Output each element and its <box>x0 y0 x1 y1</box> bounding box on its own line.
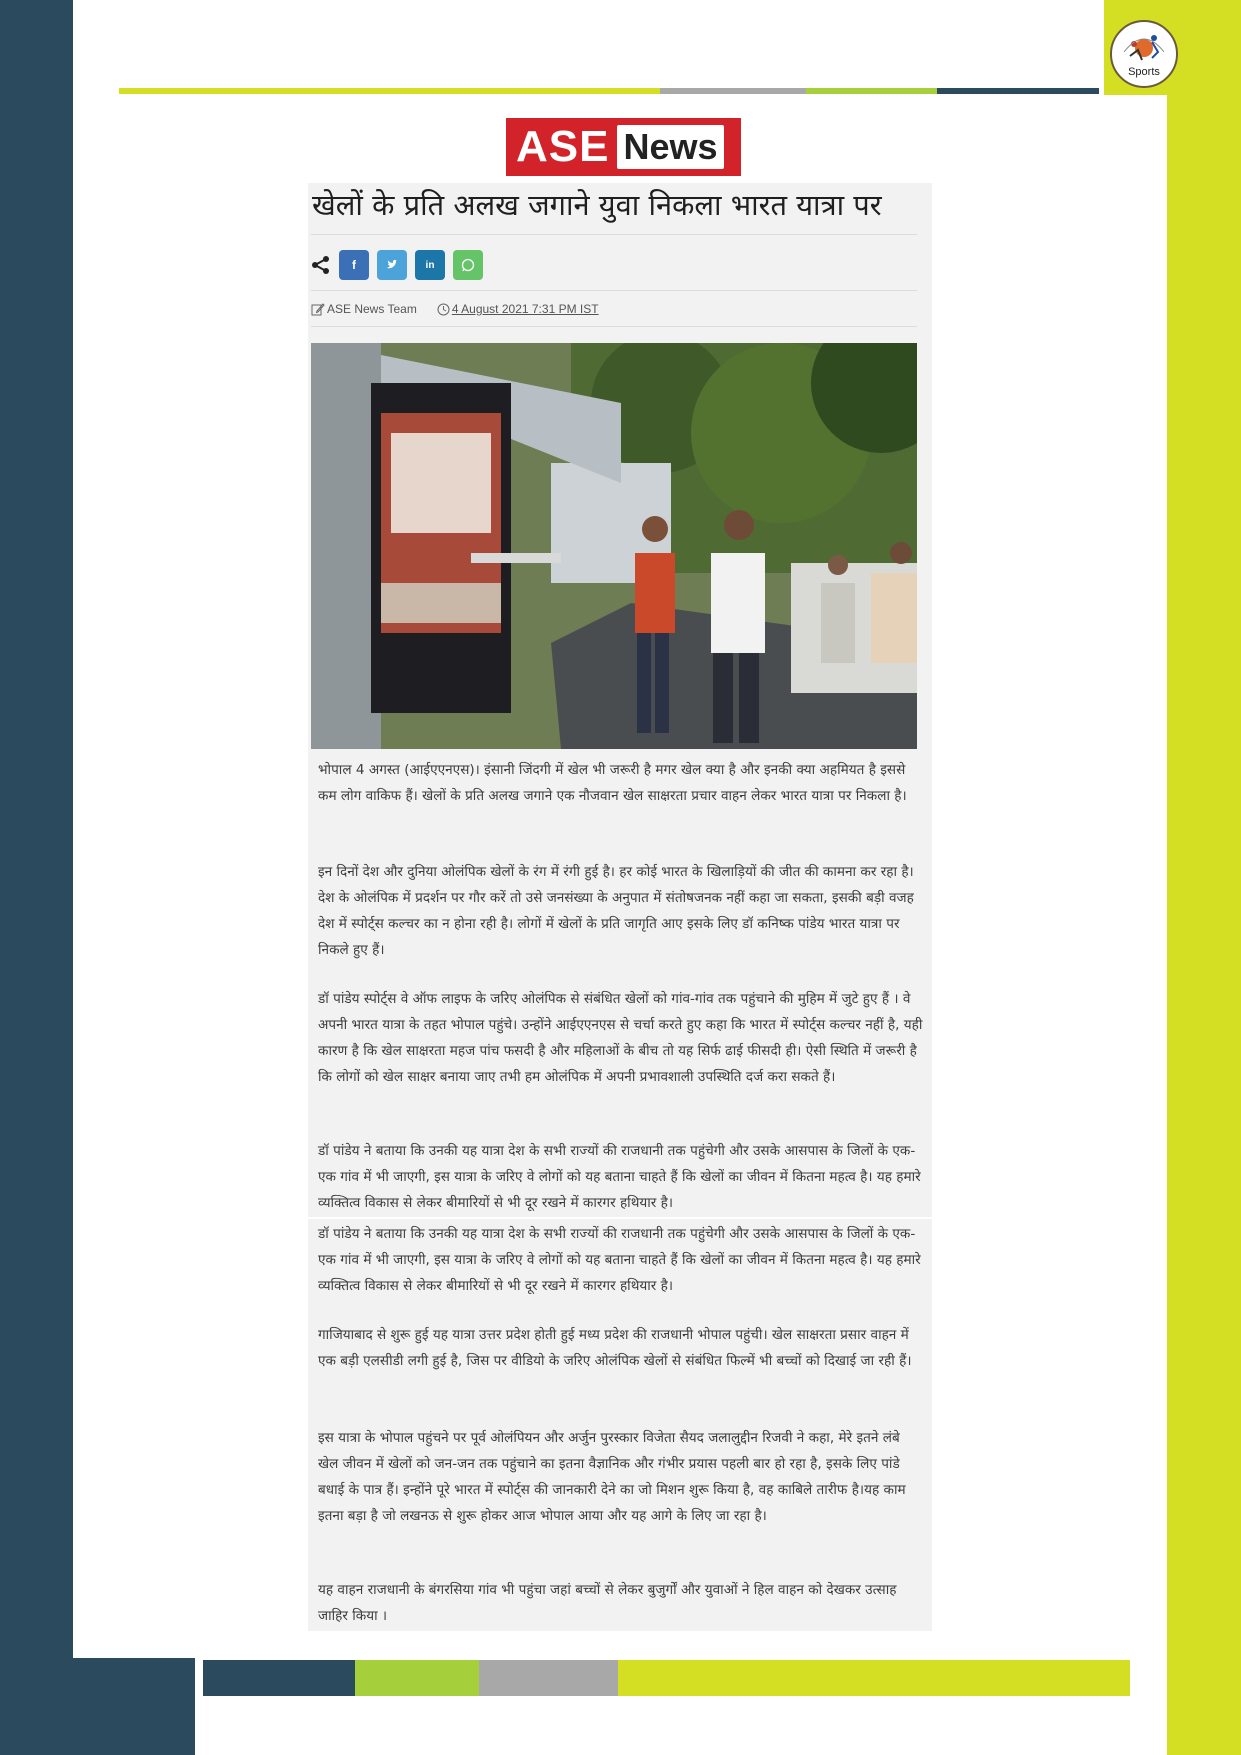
share-divider <box>311 290 917 291</box>
clock-icon <box>437 303 450 316</box>
article-paragraph-4: डॉ पांडेय ने बताया कि उनकी यह यात्रा देश के सभी राज्यों की राजधानी तक पहुंचेगी और उसके आसपास के जिलों के एक-एक गांव में भी जाएगी, इस यात्रा के जरिए वे लोगों को यह बताना चाहते हैं कि खेलों का जीवन में कितना महत्व है। यह हमारे व्यक्तित्व विकास से लेकर बीमारियों से भी दूर रखने में कारगर हथियार है। <box>318 1143 921 1211</box>
street-scene-image <box>311 343 917 749</box>
linkedin-share-button[interactable] <box>415 250 445 280</box>
article-photo <box>311 343 917 749</box>
article-paragraph-5: डॉ पांडेय ने बताया कि उनकी यह यात्रा देश के सभी राज्यों की राजधानी तक पहुंचेगी और उसके आसपास के जिलों के एक-एक गांव में भी जाएगी, इस यात्रा के जरिए वे लोगों को यह बताना चाहते हैं कि खेलों का जीवन में कितना महत्व है। यह हमारे व्यक्तित्व विकास से लेकर बीमारियों से भी दूर रखने में कारगर हथियार है। <box>318 1226 921 1294</box>
publish-date-text: 4 August 2021 7:31 PM IST <box>451 302 599 316</box>
article-paragraph-1: भोपाल 4 अगस्त (आईएएनएस)। इंसानी जिंदगी में खेल भी जरूरी है मगर खेल क्या है और इनकी क्या अहमियत है इससे कम लोग वाकिफ हैं। खेलों के प्रति अलख जगाने एक नौजवान खेल साक्षरता प्रचार वाहन लेकर भारत यात्रा पर निकला है। <box>318 762 907 804</box>
stripe-segment-green <box>355 1660 479 1696</box>
right-lime-bar <box>1167 0 1241 1755</box>
article-meta <box>311 302 599 316</box>
facebook-share-button[interactable] <box>339 250 369 280</box>
stripe-segment-gray <box>660 88 806 94</box>
bottom-color-stripe <box>203 1660 1130 1696</box>
ase-news-logo <box>506 118 741 176</box>
article-paragraph-3: डॉ पांडेय स्पोर्ट्स वे ऑफ लाइफ के जरिए ओलंपिक से संबंधित खेलों को गांव-गांव तक पहुंचाने की मुहिम में जुटे हुए हैं । वे अपनी भारत यात्रा के तहत भोपाल पहुंचे। उन्होंने आईएएनएस से चर्चा करते हुए कहा कि भारत में स्पोर्ट्स कल्चर नहीं है, यही कारण है कि खेल साक्षरता महज पांच फसदी है और महिलाओं के बीच तो यह सिर्फ ढाई फीसदी ही। ऐसी स्थिति में जरूरी है कि लोगों को खेल साक्षर बनाया जाए तभी हम ओलंपिक में अपनी प्रभावशाली उपस्थिति दर्ज करा सकते हैं। <box>318 991 923 1085</box>
logo-news-text: News <box>617 125 723 169</box>
publish-date <box>437 302 599 316</box>
headline-divider <box>311 234 917 235</box>
logo-ase-text: ASE <box>516 122 610 171</box>
stripe-segment-green <box>806 88 937 94</box>
stripe-segment-lime <box>119 88 660 94</box>
share-bar <box>311 250 483 280</box>
article-paragraph-8: यह वाहन राजधानी के बंगरसिया गांव भी पहुंचा जहां बच्चों से लेकर बुजुर्गों और युवाओं ने हिल वाहन को देखकर उत्साह जाहिर किया । <box>318 1582 897 1624</box>
share-icon[interactable] <box>311 255 331 275</box>
twitter-share-button[interactable] <box>377 250 407 280</box>
stripe-segment-gray <box>479 1660 618 1696</box>
whatsapp-icon <box>461 258 475 272</box>
linkedin-icon: in <box>425 259 435 271</box>
sports-logo-text: Sports <box>1128 66 1160 78</box>
paragraph-separator <box>308 1217 932 1219</box>
article-paragraph-7: इस यात्रा के भोपाल पहुंचने पर पूर्व ओलंपियन और अर्जुन पुरस्कार विजेता सैयद जलालुद्दीन रिजवी ने कहा, मेरे इतने लंबे खेल जीवन में खेलों को जन-जन तक पहुंचाने का इतना वैज्ञानिक और गंभीर प्रयास पहली बार हो रहा है, इसके लिए पांडे बधाई के पात्र हैं। इन्होंने पूरे भारत में स्पोर्ट्स की जानकारी देने का जो मिशन शुरू किया है, वह काबिले तारीफ है।यह काम इतना बड़ा है जो लखनऊ से शुरू होकर आज भोपाल आया और यह आगे के लिए जा रहा है। <box>318 1430 906 1524</box>
bottom-left-navy-block <box>0 1658 195 1755</box>
article-paragraph-2: इन दिनों देश और दुनिया ओलंपिक खेलों के रंग में रंगी हुई है। हर कोई भारत के खिलाड़ियों की जीत की कामना कर रहा है। देश के ओलंपिक में प्रदर्शन पर गौर करें तो उसे जनसंख्या के अनुपात में संतोषजनक नहीं कहा जा सकता, इसकी बड़ी वजह देश में स्पोर्ट्स कल्चर का न होना रही है। लोगों में खेलों के प्रति जागृति आए इसके लिए डॉ कनिष्क पांडेय भारत यात्रा पर निकले हुए हैं। <box>318 864 914 958</box>
facebook-icon: f <box>352 258 356 272</box>
article-headline: खेलों के प्रति अलख जगाने युवा निकला भारत यात्रा पर <box>312 188 882 222</box>
stripe-segment-lime <box>618 1660 1130 1696</box>
stripe-segment-navy <box>937 88 1099 94</box>
edit-icon <box>311 303 325 316</box>
whatsapp-share-button[interactable] <box>453 250 483 280</box>
sports-emblem-logo <box>1110 20 1178 88</box>
article-paragraph-6: गाजियाबाद से शुरू हुई यह यात्रा उत्तर प्रदेश होती हुई मध्य प्रदेश की राजधानी भोपाल पहुंची। खेल साक्षरता प्रसार वाहन में एक बड़ी एलसीडी लगी हुई है, जिस पर वीडियो के जरिए ओलंपिक खेलों से संबंधित फिल्में भी बच्चों को दिखाई जा रही हैं। <box>318 1327 912 1369</box>
left-navy-bar <box>0 0 73 1755</box>
twitter-icon <box>386 259 398 271</box>
top-color-stripe <box>119 88 1099 94</box>
author-name[interactable]: ASE News Team <box>327 302 417 316</box>
author-byline <box>311 302 417 316</box>
meta-divider <box>311 326 917 327</box>
stripe-segment-navy <box>203 1660 355 1696</box>
